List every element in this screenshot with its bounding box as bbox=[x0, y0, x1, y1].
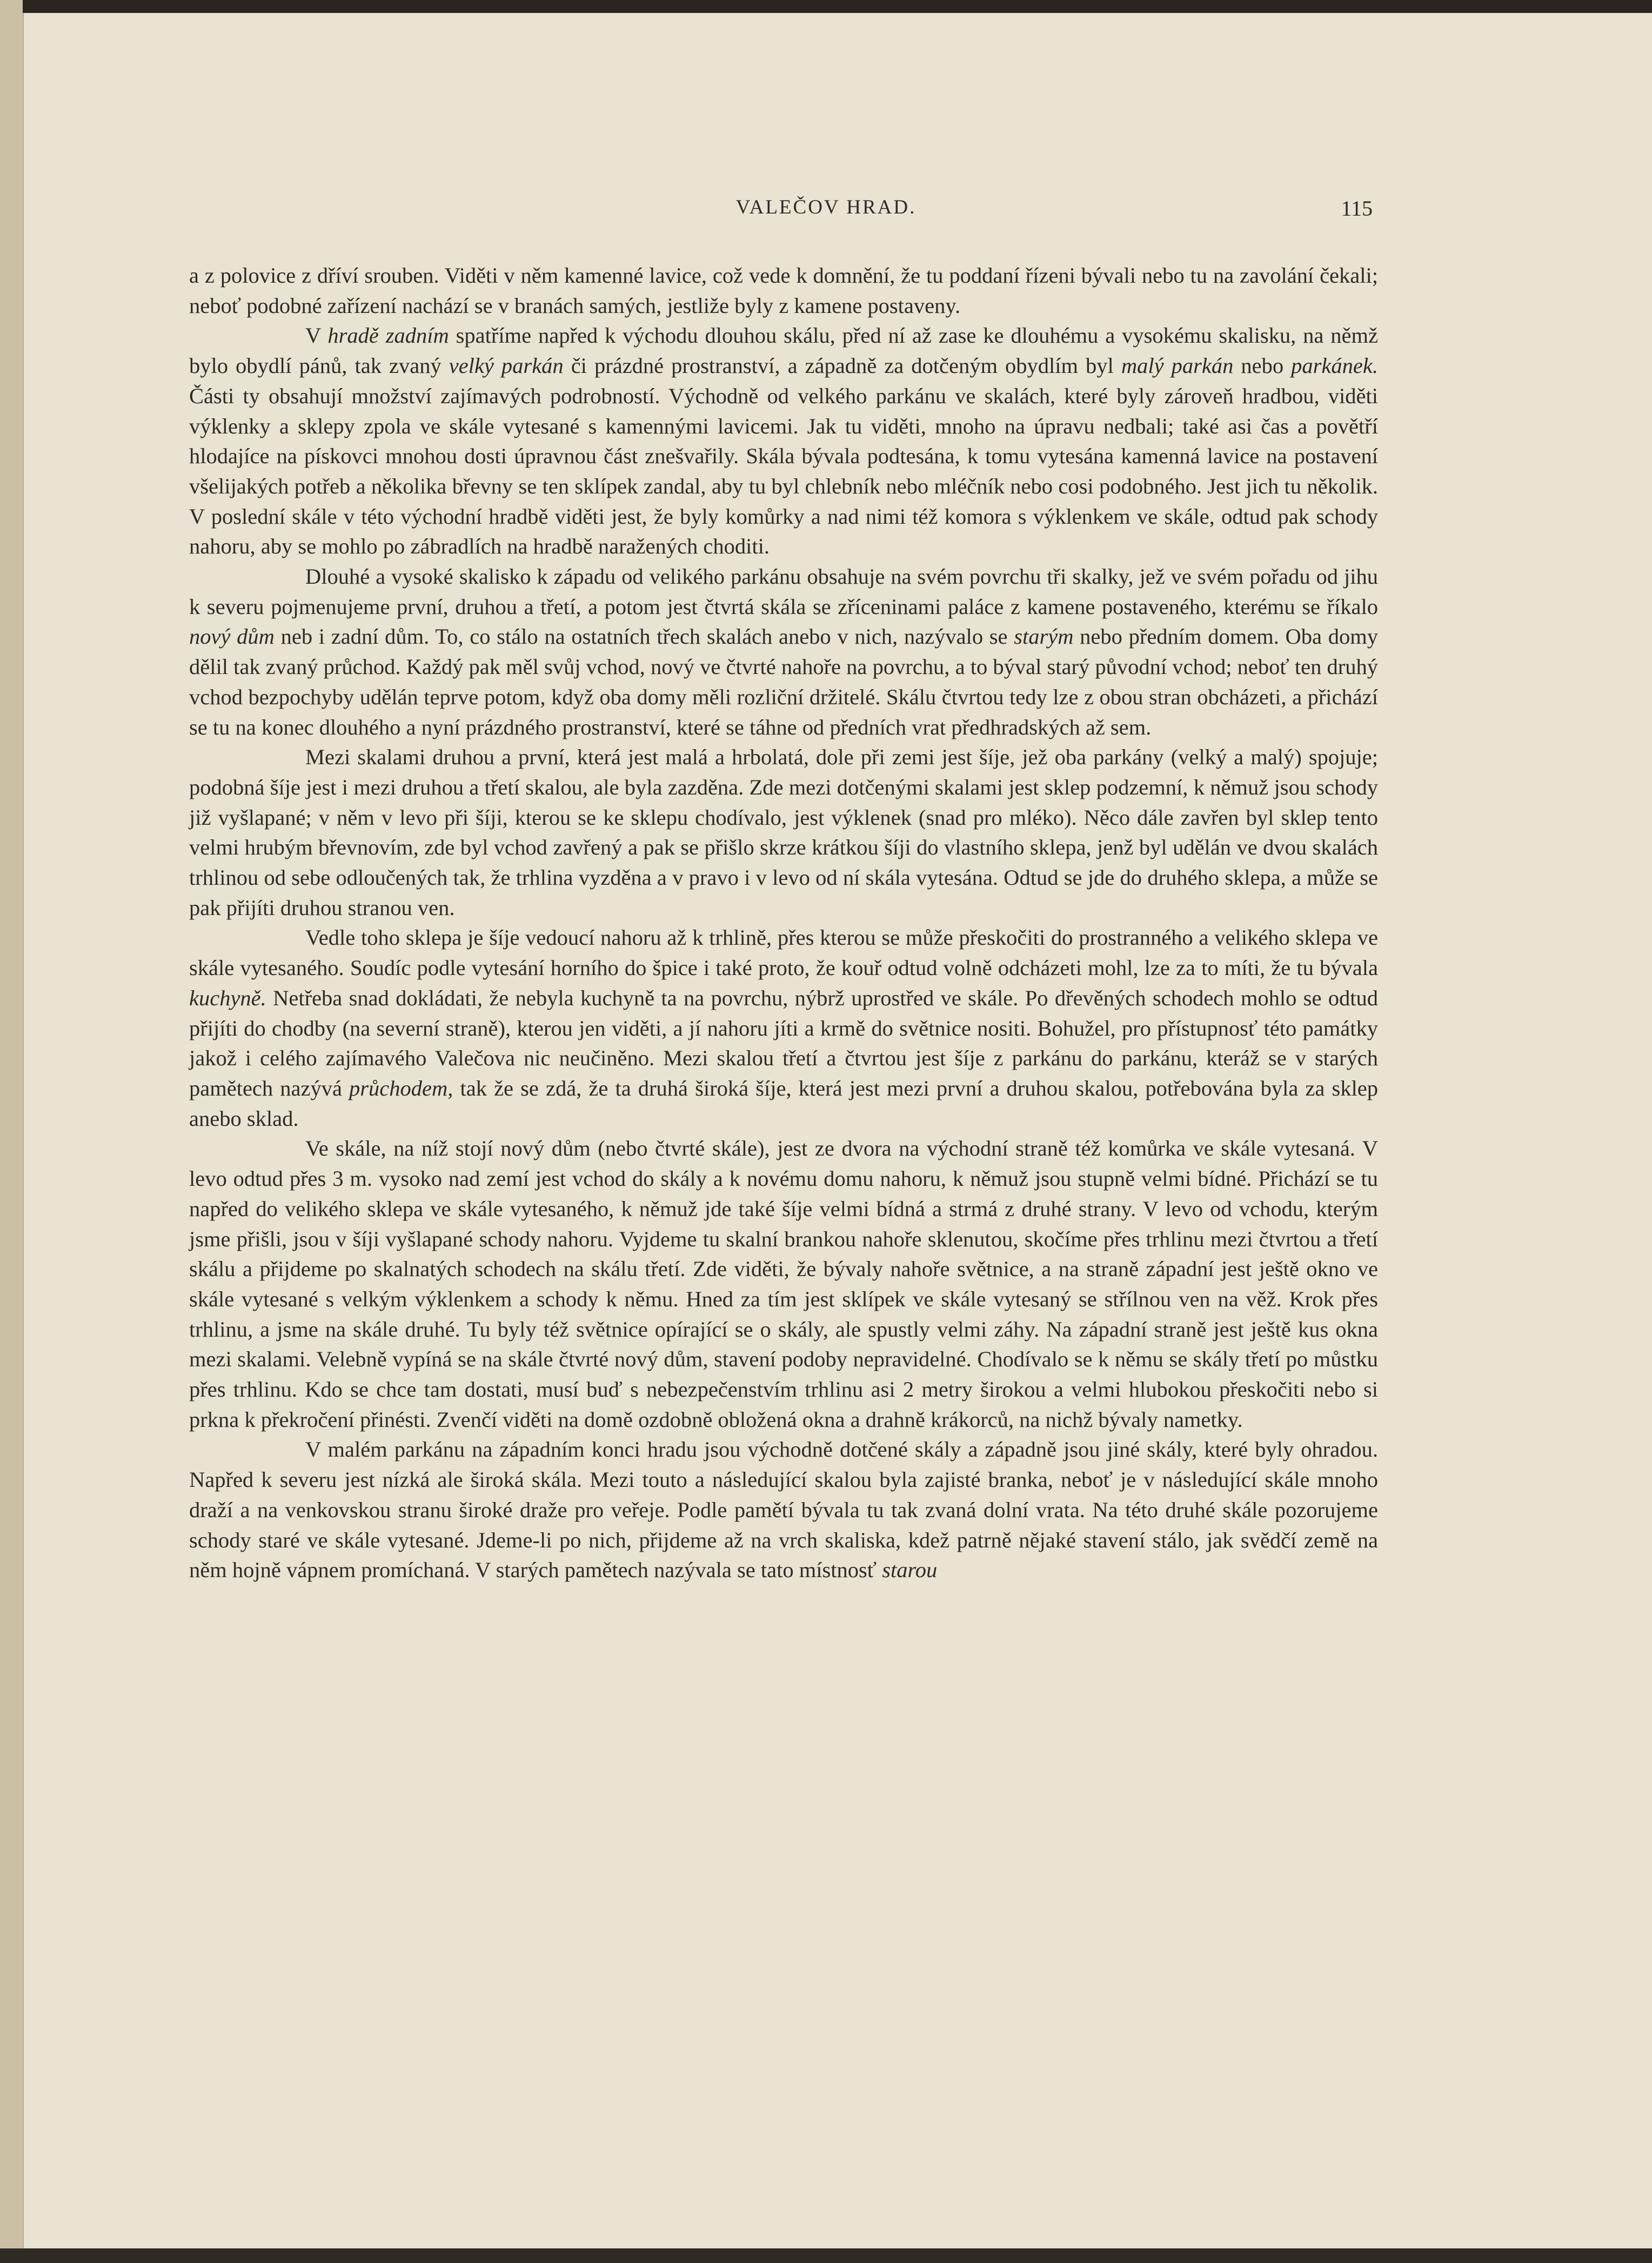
italic-term: velký parkán bbox=[449, 353, 564, 378]
paragraph: Mezi skalami druhou a první, která jest malá a hrbolatá, dole při zemi jest šíje, jež oba parkány (velký a malý) spojuje; podobná šíje jest i mezi druhou a třetí skalou, ale byla zazděna. Zde mezi dotčenými skalami jest sklep podzemní, k němuž jsou schody již vyšlapané; v něm v levo při šíji, kterou se ke sklepu chodívalo, jest výklenek (snad pro mléko). Něco dále zavřen byl sklep tento velmi hrubým břevnovím, zde byl vchod zavřený a pak se přišlo skrze krátkou šíji do vlastního sklepa, jenž byl udělán ve dvou skalách trhlinou od sebe odloučených tak, že trhlina vyzděna a v pravo i v levo od ní skála vytesána. Odtud se jde do druhého sklepa, a může se pak přijíti druhou stranou ven. bbox=[189, 745, 1378, 920]
paragraph: Dlouhé a vysoké skalisko k západu od velikého parkánu obsahuje na svém povrchu tři skalky, jež ve svém pořadu od jihu k severu pojmenujeme první, druhou a třetí, a potom jest čtvrtá skála se zříceninami paláce z kamene postaveného, kterému se říkalo nový dům neb i zadní dům. To, co stálo na ostatních třech skalách anebo v nich, nazývalo se starým nebo předním domem. Oba domy dělil tak zvaný průchod. Každý pak měl svůj vchod, nový ve čtvrté nahoře na povrchu, a to býval starý původní vchod; neboť ten druhý vchod bezpochyby udělán teprve potom, když oba domy měli rozliční držitelé. Skálu čtvrtou tedy lze z obou stran obcházeti, a přichází se tu na konec dlouhého a nyní prázdného prostranství, které se táhne od předních vrat předhradských až sem. bbox=[189, 564, 1378, 739]
page-number: 115 bbox=[1341, 196, 1373, 221]
italic-term: malý parkán bbox=[1121, 353, 1234, 378]
page-binding-edge bbox=[0, 0, 23, 2263]
italic-term: parkánek. bbox=[1291, 353, 1378, 378]
italic-term: nový dům bbox=[189, 624, 275, 649]
scan-bottom-border bbox=[0, 2248, 1652, 2263]
paragraph: V hradě zadním spatříme napřed k východu dlouhou skálu, před ní až zase ke dlouhému a vysokému skalisku, na němž bylo obydlí pánů, tak zvaný velký parkán či prázdné prostranství, a západně za dotčeným obydlím byl malý parkán nebo parkánek. Části ty obsahují množství zajímavých podrobností. Východně od velkého parkánu ve skalách, které byly zároveň hradbou, viděti výklenky a sklepy zpola ve skále vytesané s kamennými lavicemi. Jak tu viděti, mnoho na úpravu nedbali; také asi čas a povětří hlodajíce na pískovci mnohou dosti úpravnou část znešvařily. Skála bývala podtesána, k tomu vytesána kamenná lavice na postavení všelijakých potřeb a několika břevny se ten sklípek zandal, aby tu byl chlebník nebo mléčník nebo cosi podobného. Jest jich tu několik. V poslední skále v této východní hradbě viděti jest, že byly komůrky a nad nimi též komora s výklenkem ve skále, odtud pak schody nahoru, aby se mohlo po zábradlích na hradbě naražených choditi. bbox=[189, 323, 1378, 559]
paragraph: Vedle toho sklepa je šíje vedoucí nahoru až k trhlině, přes kterou se může přeskočiti do prostranného a velikého sklepa ve skále vytesaného. Soudíc podle vytesání horního do špice i také proto, že kouř odtud volně odcházeti mohl, lze za to míti, že tu bývala kuchyně. Netřeba snad dokládati, že nebyla kuchyně ta na povrchu, nýbrž uprostřed ve skále. Po dřevěných schodech mohlo se odtud přijíti do chodby (na severní straně), kterou jen viděti, a jí nahoru jíti a krmě do světnice nositi. Bohužel, pro přístupnosť této památky jakož i celého zajímavého Valečova nic neučiněno. Mezi skalou třetí a čtvrtou jest šíje z parkánu do parkánu, kteráž se v starých pamětech nazývá průchodem, tak že se zdá, že ta druhá široká šíje, která jest mezi první a druhou skalou, potřebována byla za sklep anebo sklad. bbox=[189, 925, 1378, 1131]
paragraph: Ve skále, na níž stojí nový dům (nebo čtvrté skále), jest ze dvora na východní straně též komůrka ve skále vytesaná. V levo odtud přes 3 m. vysoko nad zemí jest vchod do skály a k novému domu nahoru, k němuž jsou stupně velmi bídné. Přichází se tu napřed do velikého sklepa ve skále vytesaného, k němuž jde také šíje velmi bídná a strmá z druhé strany. V levo od vchodu, kterým jsme přišli, jsou v šíji vyšlapané schody nahoru. Vyjdeme tu skalní brankou nahoře sklenutou, skočíme přes trhlinu mezi čtvrtou a třetí skálu a přijdeme po skalnatých schodech na skálu třetí. Zde viděti, že bývaly nahoře světnice, a na straně západní jest ještě okno ve skále vytesané s velkým výklenkem a schody k němu. Hned za tím jest sklípek ve skále vytesaný se střílnou ven na věž. Krok přes trhlinu, a jsme na skále druhé. Tu byly též světnice opírající se o skály, ale spustly velmi záhy. Na západní straně jest ještě kus okna mezi skalami. Velebně vypíná se na skále čtvrté nový dům, stavení podoby nepravidelné. Chodívalo se k němu se skály třetí po můstku přes trhlinu. Kdo se chce tam dostati, musí buď s nebezpečenstvím trhlinu asi 2 metry širokou a velmi hlubokou přeskočiti nebo si prkna k překročení přinésti. Zvenčí viděti na domě ozdobně obložená okna a drahně krákorců, na nichž bývaly nametky. bbox=[189, 1136, 1378, 1432]
paragraph: V malém parkánu na západním konci hradu jsou východně dotčené skály a západně jsou jiné skály, které byly ohradou. Napřed k severu jest nízká ale široká skála. Mezi touto a následující skalou byla zajisté branka, neboť je v následující skále mnoho draží a na venkovskou stranu široké draže pro veřeje. Podle pamětí bývala tu tak zvaná dolní vrata. Na této druhé skále pozorujeme schody staré ve skále vytesané. Jdeme-li po nich, přijdeme až na vrch skaliska, kdež patrně nějaké stavení stálo, jak svědčí země na něm hojně vápnem promíchaná. V starých pamětech nazývala se tato místnosť starou bbox=[189, 1437, 1378, 1583]
italic-term: hradě zadním bbox=[327, 323, 449, 348]
running-head: VALEČOV HRAD. bbox=[735, 196, 917, 218]
scan-top-border bbox=[0, 0, 1652, 13]
italic-term: starou bbox=[882, 1558, 938, 1583]
italic-term: kuchyně. bbox=[189, 985, 266, 1010]
page-gutter-line bbox=[23, 13, 24, 2248]
paragraph: a z polovice z dříví srouben. Viděti v něm kamenné lavice, což vede k domnění, že tu poddaní řízeni bývali nebo tu na zavolání čekali; neboť podobné zařízení nachází se v branách samých, jestliže byly z kamene postaveny. bbox=[189, 263, 1378, 318]
italic-term: starým bbox=[1014, 624, 1074, 649]
body-text bbox=[189, 261, 1378, 1585]
italic-term: průchodem, bbox=[349, 1076, 453, 1100]
